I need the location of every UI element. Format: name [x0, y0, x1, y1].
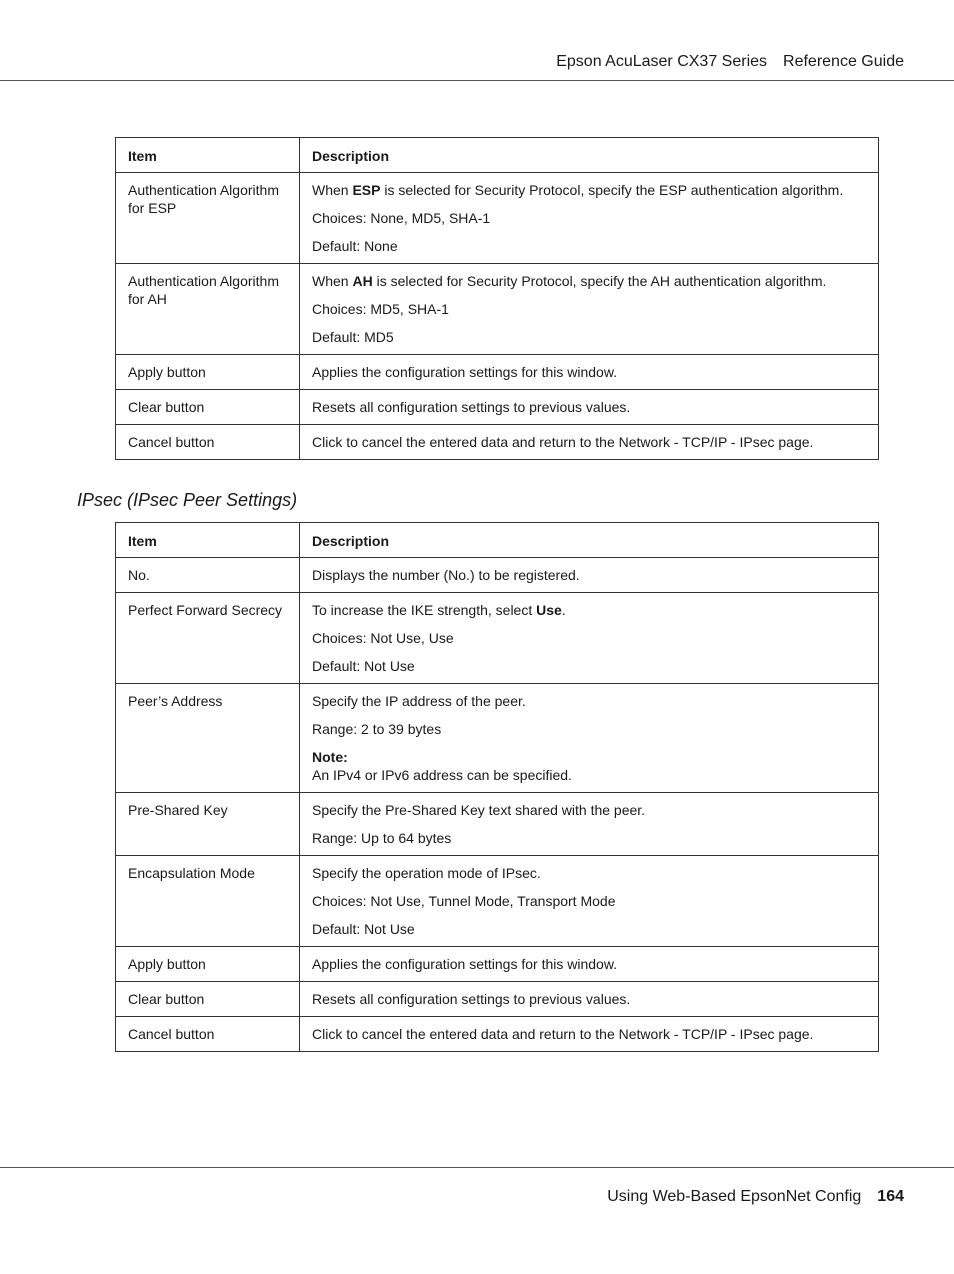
guide-name: Reference Guide — [783, 53, 904, 70]
table-row — [116, 1017, 879, 1052]
text-run: . — [561, 602, 566, 618]
note-text: An IPv4 or IPv6 address can be specified. — [312, 767, 572, 783]
item-cell: Perfect Forward Secrecy — [116, 593, 300, 684]
description-paragraph: Choices: Not Use, Tunnel Mode, Transport Mode — [312, 893, 616, 909]
description-paragraph: Specify the operation mode of IPsec. — [312, 865, 541, 881]
description-paragraph: Displays the number (No.) to be registered. — [312, 567, 580, 583]
description-cell — [300, 947, 879, 982]
description-paragraph: Click to cancel the entered data and return to the Network - TCP/IP - IPsec page. — [312, 434, 814, 450]
table-row — [116, 558, 879, 593]
description-paragraph — [312, 748, 866, 784]
description-paragraph: Click to cancel the entered data and return to the Network - TCP/IP - IPsec page. — [312, 1026, 814, 1042]
table-row — [116, 947, 879, 982]
table-row — [116, 856, 879, 947]
description-paragraph: Range: Up to 64 bytes — [312, 830, 452, 846]
text-run: When — [312, 273, 353, 289]
description-cell — [300, 425, 879, 460]
description-paragraph: Applies the configuration settings for this window. — [312, 364, 618, 380]
product-name: Epson AcuLaser CX37 Series — [556, 53, 768, 70]
description-paragraph — [312, 272, 866, 290]
table-row — [116, 173, 879, 264]
item-cell: No. — [116, 558, 300, 593]
footer-section-title: Using Web-Based EpsonNet Config — [607, 1188, 862, 1205]
emphasized-term: ESP — [352, 182, 381, 198]
item-cell: Clear button — [116, 390, 300, 425]
description-paragraph: Choices: MD5, SHA-1 — [312, 301, 449, 317]
table-row — [116, 425, 879, 460]
running-header — [556, 52, 904, 72]
description-paragraph: Default: Not Use — [312, 658, 415, 674]
description-cell — [300, 593, 879, 684]
description-cell — [300, 856, 879, 947]
page-header — [0, 0, 954, 81]
settings-table-1 — [115, 137, 879, 460]
description-cell — [300, 982, 879, 1017]
item-cell: Peer’s Address — [116, 684, 300, 793]
description-cell — [300, 684, 879, 793]
emphasized-term: AH — [352, 273, 373, 289]
section-heading: IPsec (IPsec Peer Settings) — [77, 490, 298, 510]
description-paragraph: Specify the IP address of the peer. — [312, 693, 526, 709]
description-paragraph: Default: MD5 — [312, 329, 394, 345]
text-run: is selected for Security Protocol, specify the AH authentication algorithm. — [372, 273, 827, 289]
note-heading: Note: — [312, 749, 348, 765]
item-cell: Authentication Algorithm for AH — [116, 264, 300, 355]
table-row — [116, 684, 879, 793]
description-paragraph — [312, 601, 866, 619]
table-row — [116, 793, 879, 856]
column-header-item: Item — [116, 523, 300, 558]
description-cell — [300, 264, 879, 355]
description-cell — [300, 173, 879, 264]
table-row — [116, 593, 879, 684]
table-row — [116, 982, 879, 1017]
text-run: To increase the IKE strength, select — [312, 602, 537, 618]
description-paragraph: Range: 2 to 39 bytes — [312, 721, 442, 737]
item-cell: Authentication Algorithm for ESP — [116, 173, 300, 264]
item-cell: Pre-Shared Key — [116, 793, 300, 856]
column-header-description: Description — [300, 523, 879, 558]
description-cell — [300, 558, 879, 593]
page-number: 164 — [877, 1188, 904, 1205]
description-cell — [300, 355, 879, 390]
description-paragraph: Resets all configuration settings to previous values. — [312, 399, 631, 415]
description-paragraph: Default: None — [312, 238, 398, 254]
description-paragraph: Choices: None, MD5, SHA-1 — [312, 210, 491, 226]
description-paragraph: Choices: Not Use, Use — [312, 630, 454, 646]
table-row — [116, 355, 879, 390]
description-cell — [300, 1017, 879, 1052]
description-paragraph: Default: Not Use — [312, 921, 415, 937]
item-cell: Apply button — [116, 947, 300, 982]
footer-rule — [0, 1167, 954, 1168]
text-run: is selected for Security Protocol, specify the ESP authentication algorithm. — [380, 182, 844, 198]
table-header-row — [116, 138, 879, 173]
table-header-row — [116, 523, 879, 558]
column-header-item: Item — [116, 138, 300, 173]
running-footer — [607, 1187, 904, 1207]
description-paragraph: Applies the configuration settings for this window. — [312, 956, 618, 972]
item-cell: Cancel button — [116, 1017, 300, 1052]
description-cell — [300, 793, 879, 856]
emphasized-term: Use — [536, 602, 562, 618]
table-row — [116, 264, 879, 355]
column-header-description: Description — [300, 138, 879, 173]
description-paragraph — [312, 181, 866, 199]
settings-table-2 — [115, 522, 879, 1052]
description-cell — [300, 390, 879, 425]
item-cell: Encapsulation Mode — [116, 856, 300, 947]
table-row — [116, 390, 879, 425]
item-cell: Apply button — [116, 355, 300, 390]
item-cell: Clear button — [116, 982, 300, 1017]
description-paragraph: Resets all configuration settings to previous values. — [312, 991, 631, 1007]
description-paragraph: Specify the Pre-Shared Key text shared with the peer. — [312, 802, 646, 818]
text-run: When — [312, 182, 353, 198]
item-cell: Cancel button — [116, 425, 300, 460]
